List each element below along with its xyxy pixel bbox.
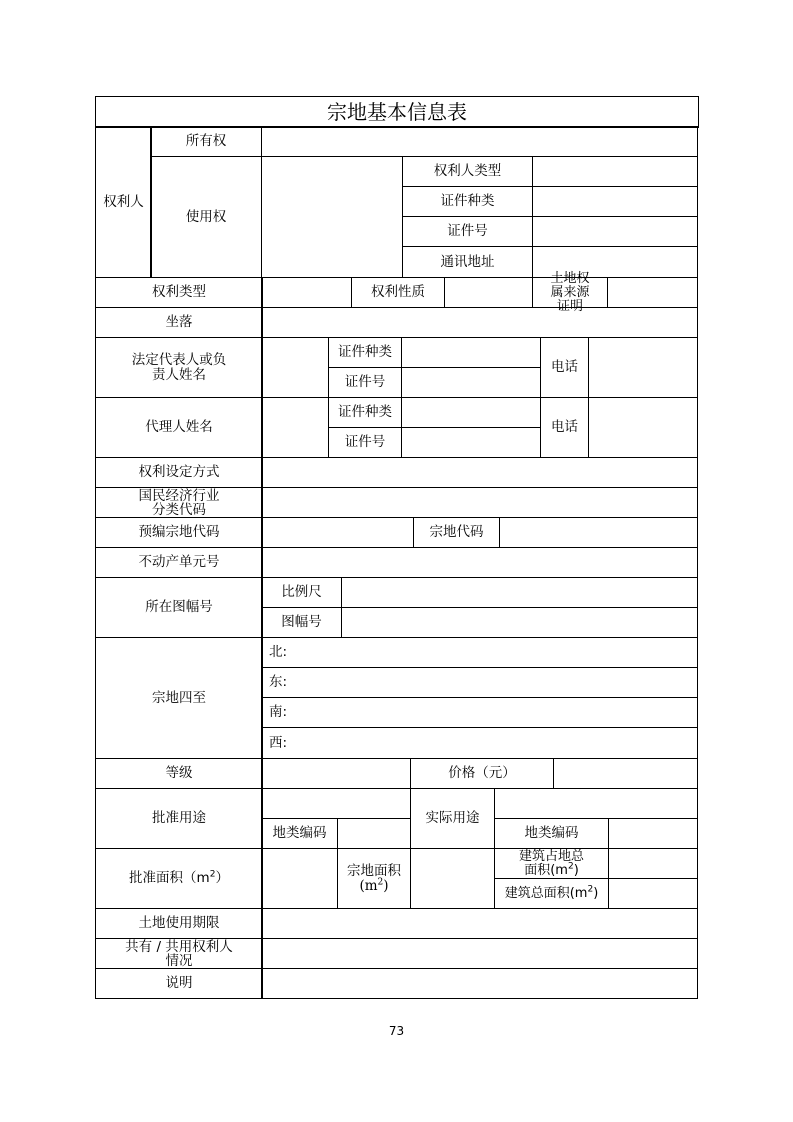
actual-land-class-code-label: 地类编码 bbox=[494, 818, 609, 849]
source-proof-label: 土地权属来源证明 bbox=[532, 277, 608, 308]
sheet-number-label: 图幅号 bbox=[261, 607, 342, 638]
building-total-field[interactable] bbox=[608, 878, 698, 909]
building-total-label bbox=[494, 878, 609, 909]
holder-type-label: 权利人类型 bbox=[402, 156, 533, 187]
building-total-text: 建筑总面积(m bbox=[504, 886, 588, 901]
use-period-label: 土地使用期限 bbox=[95, 908, 263, 939]
approved-area-label bbox=[95, 848, 263, 909]
building-total-sup: 2 bbox=[587, 884, 594, 895]
pre-parcel-code-field[interactable] bbox=[261, 517, 414, 548]
agent-id-number-label: 证件号 bbox=[328, 427, 402, 458]
legal-rep-id-number-label: 证件号 bbox=[328, 367, 402, 398]
parcel-code-label: 宗地代码 bbox=[413, 517, 500, 548]
boundary-south-field[interactable]: 南: bbox=[261, 697, 698, 728]
map-sheet-label: 所在图幅号 bbox=[95, 577, 263, 638]
building-total-close: ) bbox=[593, 886, 599, 901]
approved-area-close: ） bbox=[215, 870, 229, 886]
legal-rep-name-field[interactable] bbox=[261, 337, 329, 398]
location-label: 坐落 bbox=[95, 307, 263, 338]
approved-area-field[interactable] bbox=[261, 848, 338, 909]
legal-rep-id-type-field[interactable] bbox=[401, 337, 541, 368]
approved-land-class-code-field[interactable] bbox=[337, 818, 411, 849]
shared-rights-field[interactable] bbox=[261, 938, 698, 969]
legal-rep-label: 法定代表人或负责人姓名 bbox=[95, 337, 263, 398]
actual-land-class-code-field[interactable] bbox=[608, 818, 698, 849]
use-right-label: 使用权 bbox=[150, 156, 262, 278]
pre-parcel-code-label: 预编宗地代码 bbox=[95, 517, 263, 548]
holder-id-number-field[interactable] bbox=[532, 216, 698, 247]
legal-rep-phone-field[interactable] bbox=[588, 337, 698, 398]
ownership-field[interactable] bbox=[261, 126, 698, 157]
building-footprint-close: ) bbox=[573, 862, 579, 878]
price-label: 价格（元） bbox=[410, 758, 554, 789]
agent-label: 代理人姓名 bbox=[95, 397, 263, 458]
industry-code-label: 国民经济行业分类代码 bbox=[95, 487, 263, 518]
holder-address-label: 通讯地址 bbox=[402, 246, 533, 278]
notes-field[interactable] bbox=[261, 968, 698, 999]
rights-holder-label: 权利人 bbox=[95, 126, 152, 278]
agent-id-type-label: 证件种类 bbox=[328, 397, 402, 428]
shared-rights-label: 共有 / 共用权利人情况 bbox=[95, 938, 263, 969]
use-period-field[interactable] bbox=[261, 908, 698, 939]
boundaries-label: 宗地四至 bbox=[95, 637, 263, 759]
grade-label: 等级 bbox=[95, 758, 263, 789]
boundary-east-field[interactable]: 东: bbox=[261, 667, 698, 698]
sheet-number-field[interactable] bbox=[341, 607, 698, 638]
industry-code-field[interactable] bbox=[261, 487, 698, 518]
ownership-label: 所有权 bbox=[150, 126, 262, 157]
building-footprint-sup: 2 bbox=[567, 861, 574, 872]
parcel-area-close: ) bbox=[383, 877, 389, 894]
right-nature-label: 权利性质 bbox=[351, 277, 445, 308]
holder-type-field[interactable] bbox=[532, 156, 698, 187]
approved-land-class-code-label: 地类编码 bbox=[261, 818, 338, 849]
actual-use-field[interactable] bbox=[494, 788, 698, 819]
building-footprint-text: 建筑占地总面积(m bbox=[518, 848, 584, 878]
approved-use-label: 批准用途 bbox=[95, 788, 263, 849]
scale-label: 比例尺 bbox=[261, 577, 342, 608]
right-type-field[interactable] bbox=[261, 277, 352, 308]
actual-use-label: 实际用途 bbox=[410, 788, 495, 849]
price-field[interactable] bbox=[553, 758, 698, 789]
right-setting-label: 权利设定方式 bbox=[95, 457, 263, 488]
grade-field[interactable] bbox=[261, 758, 411, 789]
page-number: 73 bbox=[388, 1024, 405, 1038]
agent-id-type-field[interactable] bbox=[401, 397, 541, 428]
boundary-west-field[interactable]: 西: bbox=[261, 727, 698, 759]
location-field[interactable] bbox=[261, 307, 698, 338]
right-nature-field[interactable] bbox=[444, 277, 533, 308]
approved-use-field[interactable] bbox=[261, 788, 411, 819]
unit-number-field[interactable] bbox=[261, 547, 698, 578]
building-footprint-field[interactable] bbox=[608, 848, 698, 879]
notes-label: 说明 bbox=[95, 968, 263, 999]
parcel-area-text: 宗地面积 bbox=[347, 862, 401, 879]
boundary-north-field[interactable]: 北: bbox=[261, 637, 698, 668]
parcel-area-sup: 2 bbox=[377, 877, 384, 887]
legal-rep-id-type-label: 证件种类 bbox=[328, 337, 402, 368]
parcel-info-form bbox=[95, 96, 699, 1004]
parcel-area-label bbox=[337, 848, 411, 909]
building-footprint-label bbox=[494, 848, 609, 879]
right-setting-field[interactable] bbox=[261, 457, 698, 488]
unit-number-label: 不动产单元号 bbox=[95, 547, 263, 578]
legal-rep-phone-label: 电话 bbox=[540, 337, 589, 398]
parcel-area-unit: (m bbox=[359, 877, 378, 894]
legal-rep-id-number-field[interactable] bbox=[401, 367, 541, 398]
parcel-area-field[interactable] bbox=[410, 848, 495, 909]
form-title: 宗地基本信息表 bbox=[95, 96, 699, 128]
holder-id-number-label: 证件号 bbox=[402, 216, 533, 247]
right-type-label: 权利类型 bbox=[95, 277, 263, 308]
scale-field[interactable] bbox=[341, 577, 698, 608]
approved-area-sup: 2 bbox=[209, 869, 216, 880]
use-right-field[interactable] bbox=[261, 156, 403, 278]
agent-phone-label: 电话 bbox=[540, 397, 589, 458]
parcel-code-field[interactable] bbox=[499, 517, 698, 548]
source-proof-field[interactable] bbox=[607, 277, 698, 308]
agent-name-field[interactable] bbox=[261, 397, 329, 458]
agent-id-number-field[interactable] bbox=[401, 427, 541, 458]
holder-id-type-field[interactable] bbox=[532, 186, 698, 217]
holder-id-type-label: 证件种类 bbox=[402, 186, 533, 217]
agent-phone-field[interactable] bbox=[588, 397, 698, 458]
approved-area-text: 批准面积（m bbox=[129, 870, 210, 886]
